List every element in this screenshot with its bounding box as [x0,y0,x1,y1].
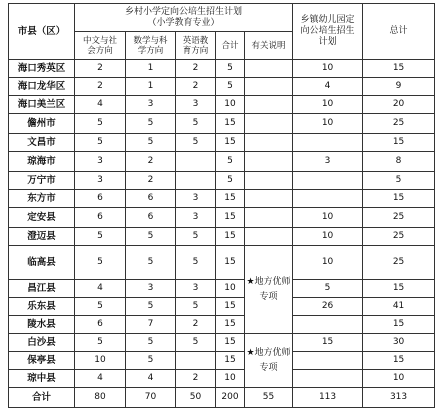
math-science-count: 5 [126,334,176,352]
header-rural-primary-line1: 乡村小学定向公培生招生计划 [125,6,243,17]
subtotal-count: 5 [216,152,245,172]
table-row [9,172,435,190]
row-total: 5 [363,172,435,190]
math-science-count: 2 [126,152,176,172]
math-science-count: 1 [126,60,176,78]
header-chinese-society: 中文与社会方向 [75,32,126,60]
english-count: 3 [176,280,216,298]
english-count: 2 [176,370,216,388]
math-science-count: 2 [126,172,176,190]
kindergarten-count [293,352,363,370]
table-row [9,334,435,352]
kindergarten-count: 10 [293,60,363,78]
table-row [9,316,435,334]
english-count: 5 [176,298,216,316]
kindergarten-count [293,190,363,208]
header-math-science: 数学与科学方向 [126,32,176,60]
table-row [9,208,435,228]
chinese-society-count: 4 [75,370,126,388]
subtotal-count: 15 [216,298,245,316]
chinese-society-count: 5 [75,246,126,280]
county-name: 定安县 [9,208,75,228]
chinese-society-count: 5 [75,298,126,316]
english-count: 3 [176,96,216,114]
county-name: 文昌市 [9,134,75,152]
english-count [176,172,216,190]
county-name: 保亭县 [9,352,75,370]
math-science-count: 3 [126,280,176,298]
english-count: 5 [176,228,216,246]
table-row [9,190,435,208]
table-row [9,370,435,388]
english-count: 5 [176,246,216,280]
kindergarten-count: 10 [293,208,363,228]
english-count: 2 [176,60,216,78]
math-science-count: 7 [126,316,176,334]
subtotal-count: 10 [216,370,245,388]
kindergarten-count: 26 [293,298,363,316]
kindergarten-count: 5 [293,280,363,298]
subtotal-count: 15 [216,246,245,280]
table-row [9,228,435,246]
table-row [9,280,435,298]
subtotal-count: 5 [216,60,245,78]
notes-cell [245,134,293,152]
totals-row [9,388,435,408]
english-count [176,352,216,370]
row-total: 20 [363,96,435,114]
kindergarten-count: 10 [293,228,363,246]
subtotal-count: 10 [216,280,245,298]
english-count: 3 [176,190,216,208]
kindergarten-count [293,316,363,334]
english-count: 2 [176,78,216,96]
total-math: 70 [126,388,176,408]
row-total: 30 [363,334,435,352]
totals-label: 合计 [9,388,75,408]
chinese-society-count: 3 [75,172,126,190]
enrollment-plan-table [8,3,435,408]
math-science-count: 5 [126,246,176,280]
note-baisha: ★地方优师专项 [245,334,293,388]
notes-cell [245,78,293,96]
subtotal-count: 5 [216,172,245,190]
notes-cell [245,228,293,246]
county-name: 乐东县 [9,298,75,316]
county-name: 澄迈县 [9,228,75,246]
header-row-1 [9,4,435,32]
notes-cell [245,152,293,172]
subtotal-count: 15 [216,134,245,152]
row-total: 15 [363,280,435,298]
subtotal-count: 15 [216,208,245,228]
table-row [9,152,435,172]
notes-cell [245,208,293,228]
chinese-society-count: 5 [75,114,126,134]
english-count: 3 [176,208,216,228]
chinese-society-count: 6 [75,208,126,228]
header-rural-primary-line2: （小学教育专业） [147,17,220,28]
math-science-count: 6 [126,190,176,208]
county-name: 东方市 [9,190,75,208]
math-science-count: 5 [126,228,176,246]
chinese-society-count: 4 [75,96,126,114]
total-en: 50 [176,388,216,408]
enrollment-plan-table-container [8,3,434,408]
row-total: 25 [363,228,435,246]
chinese-society-count: 6 [75,316,126,334]
notes-cell [245,60,293,78]
notes-cell [245,172,293,190]
table-row [9,60,435,78]
subtotal-count: 15 [216,352,245,370]
row-total: 25 [363,208,435,228]
chinese-society-count: 2 [75,78,126,96]
county-name: 海口美兰区 [9,96,75,114]
table-row [9,96,435,114]
chinese-society-count: 5 [75,334,126,352]
table-row [9,78,435,96]
subtotal-count: 10 [216,96,245,114]
math-science-count: 5 [126,352,176,370]
county-name: 海口秀英区 [9,60,75,78]
notes-cell [245,96,293,114]
header-subtotal: 合计 [216,32,245,60]
math-science-count: 5 [126,114,176,134]
math-science-count: 5 [126,134,176,152]
header-english: 英语教育方向 [176,32,216,60]
row-total: 25 [363,114,435,134]
county-name: 海口龙华区 [9,78,75,96]
math-science-count: 5 [126,298,176,316]
total-cn: 80 [75,388,126,408]
county-name: 昌江县 [9,280,75,298]
county-name: 琼中县 [9,370,75,388]
header-total: 总计 [363,4,435,60]
row-total: 15 [363,134,435,152]
math-science-count: 1 [126,78,176,96]
subtotal-count: 15 [216,190,245,208]
english-count: 5 [176,114,216,134]
table-row [9,352,435,370]
notes-cell [245,190,293,208]
chinese-society-count: 10 [75,352,126,370]
county-name: 白沙县 [9,334,75,352]
header-kindergarten: 乡镇幼儿园定向公培生招生计划 [293,4,363,60]
kindergarten-count: 15 [293,334,363,352]
row-total: 25 [363,246,435,280]
header-rural-primary [75,4,293,32]
subtotal-count: 5 [216,78,245,96]
chinese-society-count: 3 [75,152,126,172]
total-total: 313 [363,388,435,408]
kindergarten-count [293,370,363,388]
row-total: 15 [363,352,435,370]
subtotal-count: 15 [216,228,245,246]
chinese-society-count: 6 [75,190,126,208]
total-note: 55 [245,388,293,408]
header-county: 市县（区） [9,4,75,60]
row-total: 15 [363,316,435,334]
county-name: 陵水县 [9,316,75,334]
english-count: 5 [176,334,216,352]
subtotal-count: 15 [216,114,245,134]
math-science-count: 4 [126,370,176,388]
county-name: 临高县 [9,246,75,280]
kindergarten-count [293,172,363,190]
row-total: 15 [363,190,435,208]
row-total: 15 [363,60,435,78]
row-total: 8 [363,152,435,172]
table-row [9,114,435,134]
total-kg: 113 [293,388,363,408]
subtotal-count: 15 [216,334,245,352]
county-name: 琼海市 [9,152,75,172]
row-total: 9 [363,78,435,96]
english-count: 5 [176,134,216,152]
english-count: 2 [176,316,216,334]
county-name: 万宁市 [9,172,75,190]
subtotal-count: 15 [216,316,245,334]
chinese-society-count: 5 [75,134,126,152]
chinese-society-count: 2 [75,60,126,78]
chinese-society-count: 4 [75,280,126,298]
header-notes: 有关说明 [245,32,293,60]
table-row [9,298,435,316]
english-count [176,152,216,172]
kindergarten-count: 10 [293,114,363,134]
kindergarten-count: 3 [293,152,363,172]
total-sum: 200 [216,388,245,408]
notes-cell [245,114,293,134]
kindergarten-count: 10 [293,246,363,280]
note-lingao: ★地方优师专项 [245,246,293,334]
math-science-count: 6 [126,208,176,228]
kindergarten-count [293,134,363,152]
kindergarten-count: 10 [293,96,363,114]
row-total: 10 [363,370,435,388]
county-name: 儋州市 [9,114,75,134]
table-row [9,246,435,280]
kindergarten-count: 4 [293,78,363,96]
chinese-society-count: 5 [75,228,126,246]
table-row [9,134,435,152]
row-total: 41 [363,298,435,316]
math-science-count: 3 [126,96,176,114]
